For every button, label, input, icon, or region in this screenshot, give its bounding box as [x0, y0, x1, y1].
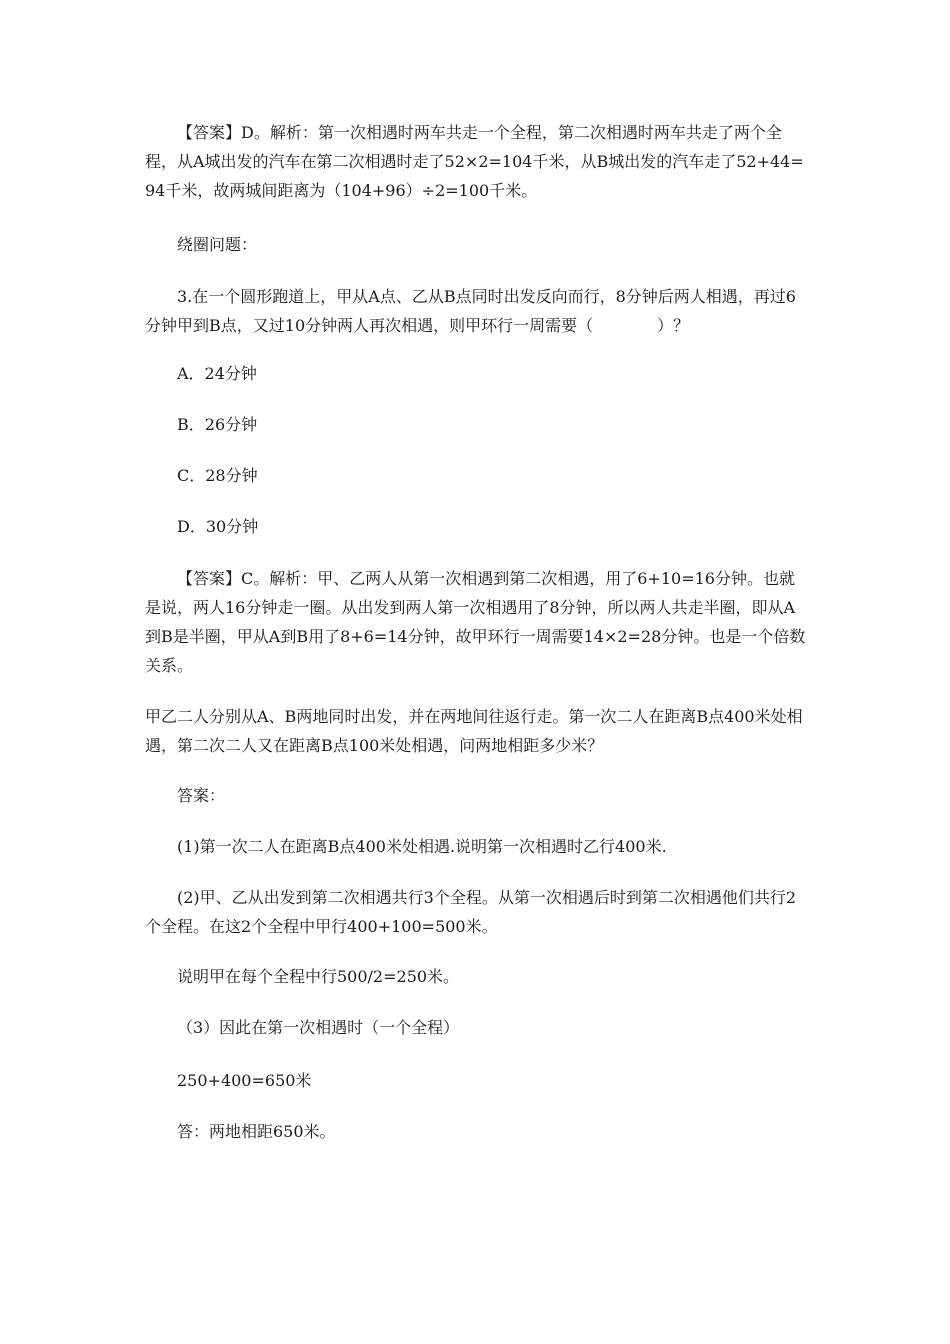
calculation-line: 250+400=650米	[177, 1071, 312, 1090]
option-d: D．30分钟	[177, 517, 259, 536]
solution-step-3: （3）因此在第一次相遇时（一个全程）	[177, 1018, 460, 1037]
final-answer: 答：两地相距650米。	[177, 1122, 336, 1141]
question-3-text: 3.在一个圆形跑道上，甲从A点、乙从B点同时出发反向而行，8分钟后两人相遇，再过6分钟甲到B点，又过10分钟两人再次相遇，则甲环行一周需要（ ）？	[145, 287, 796, 335]
solution-step-1: (1)第一次二人在距离B点400米处相遇.说明第一次相遇时乙行400米.	[177, 837, 667, 856]
answer-paragraph-q2: 【答案】D。解析：第一次相遇时两车共走一个全程，第二次相遇时两车共走了两个全程，从A城出发的汽车在第二次相遇时走了52×2=104千米，从B城出发的汽车走了52+44=94千米，故两城间距离为（104+96）÷2=100千米。	[145, 123, 804, 200]
option-c: C．28分钟	[177, 466, 258, 485]
option-b: B．26分钟	[177, 415, 258, 434]
option-a: A．24分钟	[177, 364, 257, 383]
section-heading-circle-problems: 绕圈问题：	[177, 235, 258, 254]
solution-step-2: (2)甲、乙从出发到第二次相遇共行3个全程。从第一次相遇后时到第二次相遇他们共行2个全程。在这2个全程中甲行400+100=500米。	[145, 888, 797, 936]
solution-step-2-note: 说明甲在每个全程中行500/2=250米。	[177, 967, 460, 986]
answer-label: 答案：	[177, 786, 226, 805]
answer-paragraph-q3: 【答案】C。解析：甲、乙两人从第一次相遇到第二次相遇，用了6+10=16分钟。也就是说，两人16分钟走一圈。从出发到两人第一次相遇用了8分钟，所以两人共走半圈，即从A到B是半圈，甲从A到B用了8+6=14分钟，故甲环行一周需要14×2=28分钟。也是一个倍数关系。	[145, 569, 806, 675]
problem-4-text: 甲乙二人分别从A、B两地同时出发，并在两地间往返行走。第一次二人在距离B点400米处相遇，第二次二人又在距离B点100米处相遇，问两地相距多少米？	[145, 707, 803, 755]
